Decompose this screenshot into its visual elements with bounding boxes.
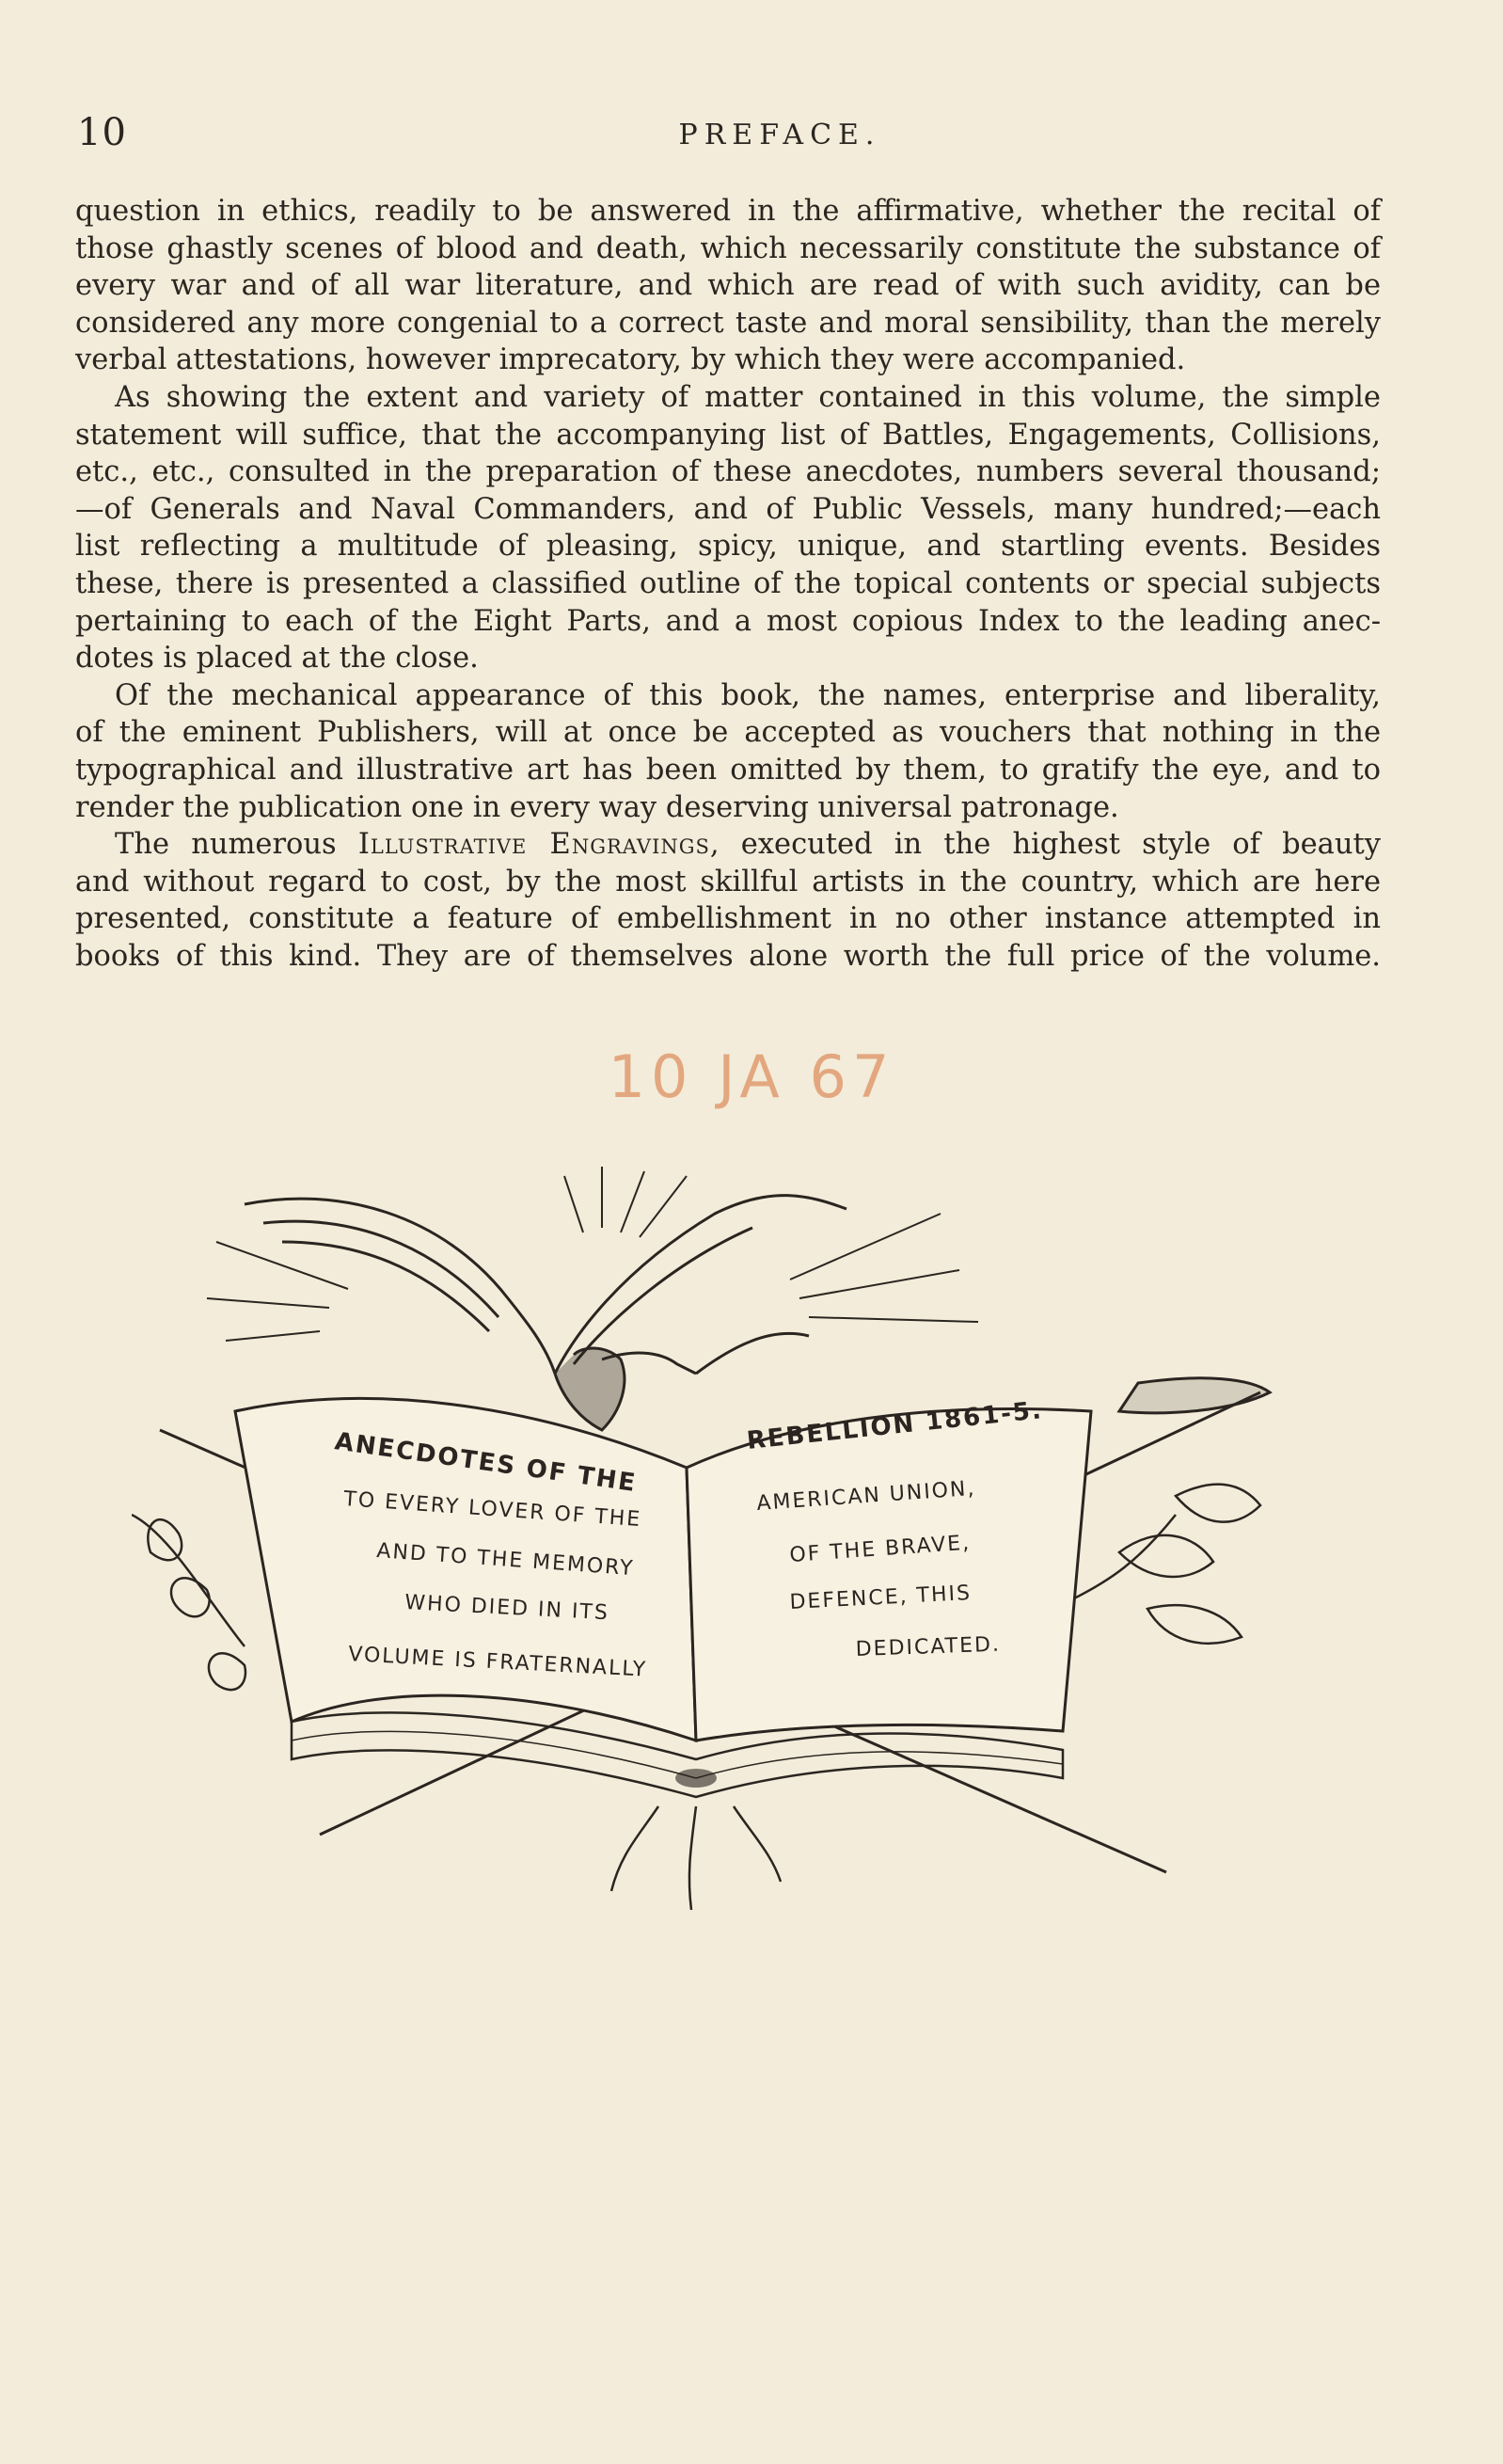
text-line: The numerous Illustrative Engravings, executed in the highest style of beauty	[115, 828, 1381, 862]
small-caps-term: Illustrative Engravings	[357, 828, 710, 862]
paragraph-4	[75, 826, 1381, 975]
text-line: these, there is presented a classified outline of the topical contents or special subjects	[75, 566, 1381, 600]
library-date-stamp: 10 JA 67	[608, 1042, 895, 1111]
dedication-line: OF THE BRAVE,	[788, 1531, 972, 1567]
dedication-vignette	[132, 1157, 1298, 1929]
radiating-lines	[207, 1167, 978, 1341]
eagle-icon	[245, 1196, 846, 1430]
text-line: and without regard to cost, by the most skillful artists in the country, which are here	[75, 865, 1381, 898]
dedication-line: DEFENCE, THIS	[789, 1581, 973, 1614]
text-line: of the eminent Publishers, will at once be accepted as vouchers that nothing in the	[75, 716, 1381, 750]
text-line: —of Generals and Naval Commanders, and of Public Vessels, many hundred;—each	[75, 492, 1381, 526]
dedication-line: ANECDOTES OF THE	[333, 1427, 639, 1499]
dedication-line: REBELLION 1861-5.	[745, 1396, 1045, 1455]
text-line: verbal attestations, however imprecatory, by which they were accompanied.	[75, 343, 1186, 377]
text-line: books of this kind. They are of themselves alone worth the full price of the volume.	[75, 939, 1381, 973]
dedication-line: AND TO THE MEMORY	[375, 1539, 636, 1582]
paragraph-3	[75, 677, 1381, 826]
paragraph-1	[75, 193, 1381, 379]
running-head: PREFACE.	[678, 119, 881, 151]
page-number: 10	[77, 111, 127, 154]
text-line: render the publication one in every way deserving universal patronage.	[75, 790, 1119, 824]
foliage-right	[1072, 1485, 1260, 1644]
dedication-line: VOLUME IS FRATERNALLY	[347, 1643, 648, 1682]
dedication-line: DEDICATED.	[855, 1632, 1002, 1661]
text-line: presented, constitute a feature of embellishment in no other instance attempted in	[75, 902, 1381, 936]
text-line: list reflecting a multitude of pleasing, spicy, unique, and startling events. Besides	[75, 530, 1381, 564]
foliage-left	[132, 1515, 245, 1690]
dedication-line: AMERICAN UNION,	[755, 1476, 977, 1516]
text-line: dotes is placed at the close.	[75, 642, 479, 676]
bottom-ornament	[611, 1806, 781, 1910]
paragraph-2	[75, 379, 1381, 677]
text-line: typographical and illustrative art has been omitted by them, to gratify the eye, and to	[75, 753, 1381, 787]
text-line: every war and of all war literature, and which are read of with such avidity, can be	[75, 269, 1381, 303]
text-line: those ghastly scenes of blood and death, which necessarily constitute the substance of	[75, 231, 1381, 265]
text-line: As showing the extent and variety of matter contained in this volume, the simple	[115, 380, 1381, 414]
dedication-line: TO EVERY LOVER OF THE	[342, 1487, 642, 1533]
text-line: considered any more congenial to a correct taste and moral sensibility, than the merely	[75, 306, 1381, 340]
text-line: etc., etc., consulted in the preparation of these anecdotes, numbers several thousand;	[75, 455, 1381, 489]
preface-body	[75, 193, 1381, 975]
dedication-line: WHO DIED IN ITS	[403, 1591, 610, 1626]
text-line: pertaining to each of the Eight Parts, and a most copious Index to the leading anec-	[75, 604, 1381, 638]
text-line: question in ethics, readily to be answered in the affirmative, whether the recital of	[75, 195, 1381, 228]
text-line: statement will suffice, that the accompanying list of Battles, Engagements, Collisions,	[75, 418, 1381, 452]
text-line: Of the mechanical appearance of this book, the names, enterprise and liberality,	[115, 678, 1381, 712]
